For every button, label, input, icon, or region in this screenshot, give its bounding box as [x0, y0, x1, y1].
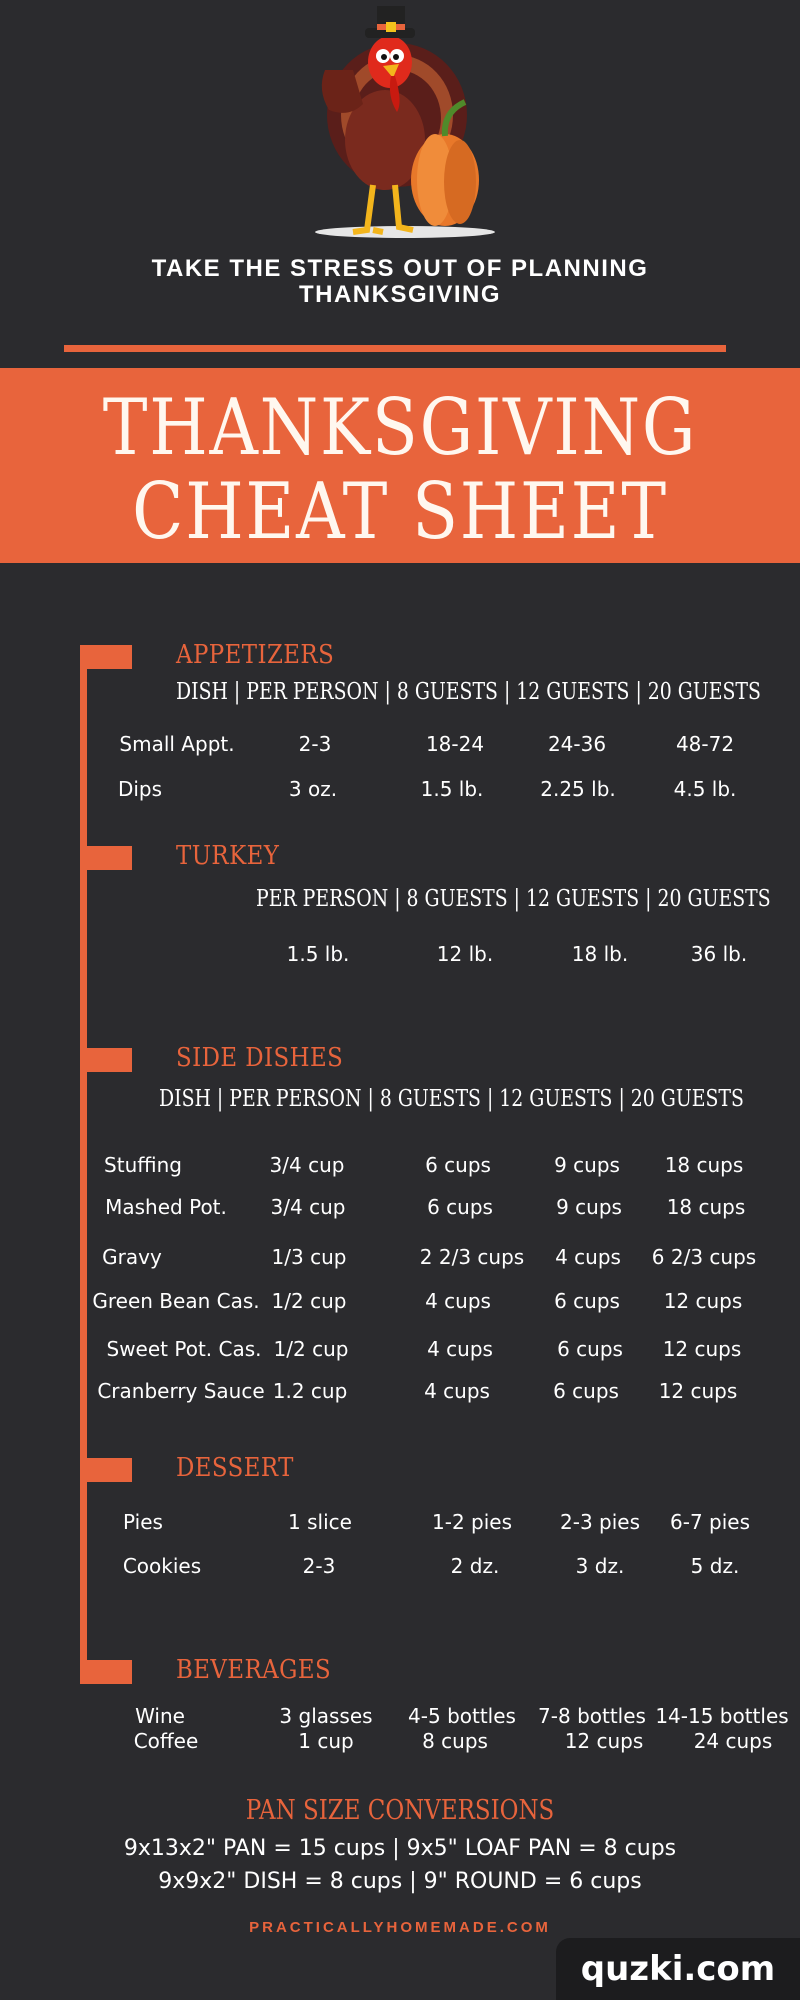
table-cell: Small Appt.: [119, 732, 235, 756]
table-cell: 3 glasses: [279, 1704, 373, 1728]
table-cell: 36 lb.: [690, 942, 748, 966]
table-cell: Cranberry Sauce: [97, 1379, 265, 1403]
table-cell: Cookies: [122, 1554, 202, 1578]
table-cell: 1.5 lb.: [286, 942, 350, 966]
table-cell: 7-8 bottles: [538, 1704, 646, 1728]
table-cell: 5 dz.: [690, 1554, 740, 1578]
turkey-pumpkin-illustration: [285, 0, 525, 240]
table-cell: 24-36: [547, 732, 607, 756]
divider: [64, 345, 726, 352]
table-cell: 12 lb.: [436, 942, 494, 966]
table-cell: 1.2 cup: [272, 1379, 348, 1403]
table-cell: 12 cups: [564, 1729, 644, 1753]
table-cell: 6 cups: [427, 1195, 493, 1219]
table-cell: 12 cups: [663, 1289, 743, 1313]
turkey-title: TURKEY: [176, 841, 280, 871]
pan-conversion-line-2: 9x9x2" DISH = 8 cups | 9" ROUND = 6 cups: [158, 1869, 642, 1894]
table-cell: 4.5 lb.: [673, 777, 737, 801]
table-cell: 1 cup: [298, 1729, 354, 1753]
table-cell: 1/2 cup: [273, 1337, 349, 1361]
table-cell: 18 lb.: [571, 942, 629, 966]
table-cell: 18 cups: [666, 1195, 746, 1219]
table-cell: 4 cups: [424, 1379, 490, 1403]
table-cell: 3 oz.: [288, 777, 338, 801]
table-cell: 4-5 bottles: [408, 1704, 516, 1728]
table-cell: 6 cups: [425, 1153, 491, 1177]
tagline: [0, 256, 800, 308]
side-dishes-tab: [80, 1048, 132, 1072]
table-cell: 4 cups: [555, 1245, 621, 1269]
tagline-line-1: TAKE THE STRESS OUT OF PLANNING: [151, 255, 649, 282]
table-cell: Pies: [123, 1510, 163, 1534]
dessert-tab: [80, 1458, 132, 1482]
banner-title-line-1: THANKSGIVING: [102, 383, 698, 473]
table-cell: 6 cups: [553, 1379, 619, 1403]
table-cell: 12 cups: [658, 1379, 738, 1403]
side-dishes-header: DISH | PER PERSON | 8 GUESTS | 12 GUESTS | 20 GUESTS: [159, 1086, 744, 1112]
table-cell: 18 cups: [664, 1153, 744, 1177]
table-cell: 12 cups: [662, 1337, 742, 1361]
table-cell: 1.5 lb.: [420, 777, 484, 801]
table-cell: 6 2/3 cups: [651, 1245, 757, 1269]
table-cell: 9 cups: [554, 1153, 620, 1177]
table-cell: 1/3 cup: [271, 1245, 347, 1269]
timeline-spine: [80, 646, 87, 1681]
table-cell: 8 cups: [422, 1729, 488, 1753]
table-cell: 24 cups: [693, 1729, 773, 1753]
appetizers-header: DISH | PER PERSON | 8 GUESTS | 12 GUESTS | 20 GUESTS: [176, 679, 761, 705]
table-cell: 4 cups: [425, 1289, 491, 1313]
table-cell: 9 cups: [556, 1195, 622, 1219]
watermark: quzki.com: [556, 1938, 800, 2000]
table-cell: Dips: [117, 777, 163, 801]
table-cell: 48-72: [675, 732, 735, 756]
table-cell: 2-3: [302, 1554, 336, 1578]
dessert-title: DESSERT: [176, 1453, 294, 1483]
table-cell: 6-7 pies: [670, 1510, 750, 1534]
beverages-tab: [80, 1660, 132, 1684]
pan-conversion-line-1: 9x13x2" PAN = 15 cups | 9x5" LOAF PAN = 8 cups: [123, 1836, 677, 1861]
table-cell: Wine: [135, 1704, 185, 1728]
table-cell: Mashed Pot.: [105, 1195, 227, 1219]
banner-title: [56, 383, 744, 557]
table-cell: 2.25 lb.: [540, 777, 616, 801]
table-cell: Gravy: [102, 1245, 162, 1269]
turkey-header: PER PERSON | 8 GUESTS | 12 GUESTS | 20 GUESTS: [256, 886, 771, 912]
pan-conversions-title: PAN SIZE CONVERSIONS: [245, 1795, 555, 1826]
table-cell: 2-3 pies: [560, 1510, 640, 1534]
table-cell: 18-24: [425, 732, 485, 756]
footer-site-link[interactable]: PRACTICALLYHOMEMADE.COM: [249, 1919, 551, 1936]
table-cell: 1/2 cup: [271, 1289, 347, 1313]
banner-title-line-2: CHEAT SHEET: [132, 467, 668, 557]
table-cell: Coffee: [133, 1729, 199, 1753]
appetizers-title: APPETIZERS: [176, 640, 335, 670]
table-cell: 6 cups: [554, 1289, 620, 1313]
table-cell: 2 dz.: [450, 1554, 500, 1578]
table-cell: 14-15 bottles: [655, 1704, 789, 1728]
turkey-tab: [80, 846, 132, 870]
table-cell: 1 slice: [288, 1510, 352, 1534]
table-cell: Green Bean Cas.: [92, 1289, 260, 1313]
table-cell: Sweet Pot. Cas.: [106, 1337, 262, 1361]
table-cell: 2 2/3 cups: [419, 1245, 525, 1269]
beverages-title: BEVERAGES: [176, 1655, 332, 1685]
table-cell: 3/4 cup: [270, 1195, 346, 1219]
tagline-line-2: THANKSGIVING: [298, 281, 501, 308]
table-cell: 2-3: [298, 732, 332, 756]
table-cell: 1-2 pies: [432, 1510, 512, 1534]
table-cell: 3 dz.: [575, 1554, 625, 1578]
side-dishes-title: SIDE DISHES: [176, 1043, 344, 1073]
table-cell: Stuffing: [104, 1153, 182, 1177]
table-cell: 3/4 cup: [269, 1153, 345, 1177]
appetizers-tab: [80, 645, 132, 669]
table-cell: 4 cups: [427, 1337, 493, 1361]
table-cell: 6 cups: [557, 1337, 623, 1361]
